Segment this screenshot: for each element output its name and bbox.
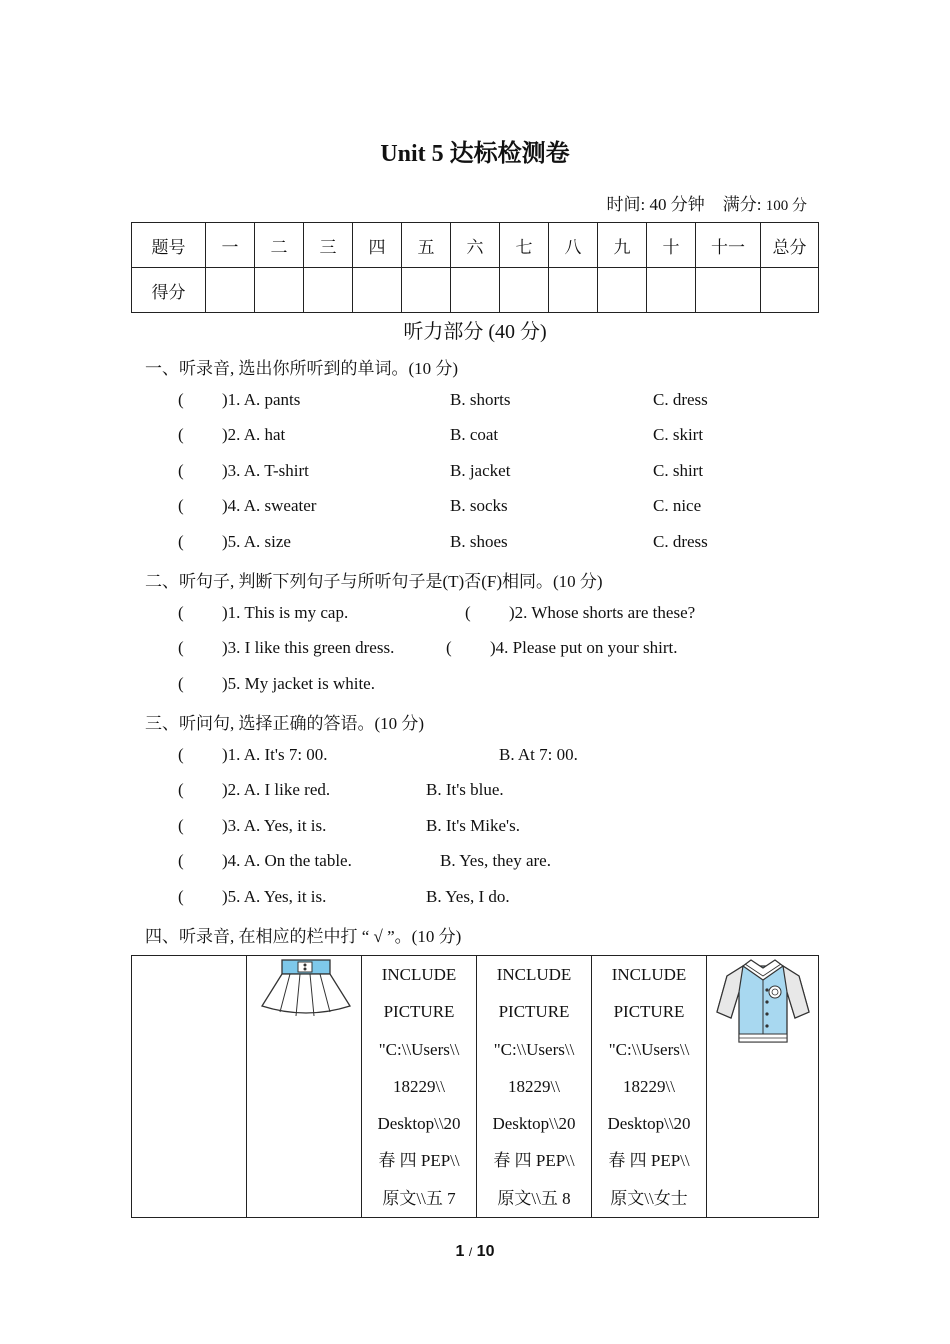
field-code-text: 春 四 PEP\\ <box>493 1151 575 1171</box>
answer-paren: ( <box>178 780 184 799</box>
jacket-picture-cell <box>707 956 819 1218</box>
include-picture-cell <box>477 956 592 1218</box>
score-entry-cell[interactable] <box>451 268 500 313</box>
score-entry-cell[interactable] <box>761 268 819 313</box>
score-entry-cell[interactable] <box>255 268 304 313</box>
statement-text: )3. I like this green dress. <box>222 638 395 657</box>
answer-paren: ( <box>178 887 184 906</box>
full-score-label: 满分: <box>722 195 766 214</box>
question-option-b: B. socks <box>450 496 508 515</box>
score-row-label: 得分 <box>132 268 206 313</box>
score-cell: 七 <box>500 223 549 268</box>
answer-paren: ( <box>178 496 184 515</box>
skirt-icon <box>254 958 354 1022</box>
exam-meta <box>607 190 807 215</box>
field-code-text: PICTURE <box>383 1002 455 1022</box>
question-option-b: B. shoes <box>450 532 508 551</box>
field-code-text: Desktop\\20 <box>377 1114 461 1134</box>
field-code-text: "C:\\Users\\ <box>378 1039 460 1059</box>
score-cell: 一 <box>206 223 255 268</box>
include-picture-cell <box>592 956 707 1218</box>
question-option-a: )2. A. hat <box>222 425 286 444</box>
question-option-a: )3. A. T-shirt <box>222 461 309 480</box>
score-entry-cell[interactable] <box>598 268 647 313</box>
page-separator: / <box>468 1245 473 1259</box>
question-option-c: C. shirt <box>653 461 704 480</box>
answer-paren: ( <box>178 674 184 693</box>
jacket-icon <box>713 956 813 1048</box>
field-code-text: INCLUDE <box>496 965 572 984</box>
part2-heading: 二、听句子, 判断下列句子与所听句子是(T)否(F)相同。(10 分) <box>145 572 603 591</box>
score-cell: 三 <box>304 223 353 268</box>
total-pages: 10 <box>476 1243 495 1260</box>
field-code-text: Desktop\\20 <box>492 1114 576 1134</box>
score-cell: 五 <box>402 223 451 268</box>
statement-text: )5. My jacket is white. <box>222 674 375 693</box>
picture-table <box>131 955 819 1218</box>
time-label: 时间: 40 分钟 <box>606 195 705 214</box>
score-entry-cell[interactable] <box>500 268 549 313</box>
question-option-a: )5. A. size <box>222 532 291 551</box>
field-code-text: "C:\\Users\\ <box>493 1039 575 1059</box>
field-code-text: INCLUDE <box>611 965 687 984</box>
answer-paren: ( <box>178 390 184 409</box>
picture-row <box>132 956 819 1218</box>
answer-paren: ( <box>178 851 184 870</box>
question-option-b: B. Yes, they are. <box>440 851 551 870</box>
score-table <box>131 222 819 313</box>
field-code-text: 原文\\女士 <box>610 1188 688 1208</box>
current-page: 1 <box>455 1243 465 1260</box>
field-code-text: 18229\\ <box>508 1076 560 1096</box>
score-entry-cell[interactable] <box>304 268 353 313</box>
score-cell: 题号 <box>132 223 206 268</box>
answer-paren: ( <box>178 532 184 551</box>
score-entry-cell[interactable] <box>647 268 696 313</box>
field-code-text: Desktop\\20 <box>607 1114 691 1134</box>
question-option-b: B. It's Mike's. <box>426 816 520 835</box>
score-header-row <box>132 223 819 268</box>
answer-paren: ( <box>446 638 452 657</box>
field-code-text: "C:\\Users\\ <box>608 1039 690 1059</box>
score-cell: 十 <box>647 223 696 268</box>
answer-paren: ( <box>178 745 184 764</box>
score-cell: 六 <box>451 223 500 268</box>
answer-paren: ( <box>178 461 184 480</box>
score-cell: 四 <box>353 223 402 268</box>
question-option-b: B. jacket <box>450 461 511 480</box>
statement-text: )2. Whose shorts are these? <box>509 603 696 622</box>
question-option-a: )5. A. Yes, it is. <box>222 887 327 906</box>
statement-text: )4. Please put on your shirt. <box>490 638 678 657</box>
field-code-text: 18229\\ <box>393 1076 445 1096</box>
question-option-c: C. dress <box>653 532 708 551</box>
question-option-c: C. nice <box>653 496 702 515</box>
score-entry-cell[interactable] <box>696 268 761 313</box>
skirt-picture-cell <box>247 956 362 1218</box>
page-number <box>0 1243 950 1261</box>
answer-paren: ( <box>178 638 184 657</box>
question-option-b: B. shorts <box>450 390 511 409</box>
score-cell: 八 <box>549 223 598 268</box>
answer-paren: ( <box>178 816 184 835</box>
field-code-text: INCLUDE <box>381 965 457 984</box>
score-cell: 九 <box>598 223 647 268</box>
question-option-a: )1. A. It's 7: 00. <box>222 745 328 764</box>
field-code-text: 春 四 PEP\\ <box>378 1151 460 1171</box>
field-code-text: PICTURE <box>613 1002 685 1022</box>
question-option-a: )3. A. Yes, it is. <box>222 816 327 835</box>
field-code-text: 春 四 PEP\\ <box>608 1151 690 1171</box>
question-option-b: B. Yes, I do. <box>426 887 510 906</box>
question-option-c: C. dress <box>653 390 708 409</box>
part1-heading: 一、听录音, 选出你所听到的单词。(10 分) <box>145 359 459 378</box>
listening-section-title: 听力部分 (40 分) <box>403 321 547 343</box>
field-code-text: 原文\\五 7 <box>382 1188 456 1208</box>
score-entry-cell[interactable] <box>206 268 255 313</box>
part3-heading: 三、听问句, 选择正确的答语。(10 分) <box>145 714 425 733</box>
score-cell: 总分 <box>761 223 819 268</box>
full-score-value: 100 分 <box>765 198 807 214</box>
score-entry-cell[interactable] <box>402 268 451 313</box>
question-option-c: C. skirt <box>653 425 704 444</box>
score-cell: 二 <box>255 223 304 268</box>
score-entry-cell[interactable] <box>353 268 402 313</box>
answer-paren: ( <box>178 425 184 444</box>
answer-paren: ( <box>178 603 184 622</box>
field-code-text: PICTURE <box>498 1002 570 1022</box>
field-code-text: 18229\\ <box>623 1076 675 1096</box>
score-entry-row <box>132 268 819 313</box>
question-option-a: )4. A. On the table. <box>222 851 352 870</box>
field-code-text: 原文\\五 8 <box>497 1188 571 1208</box>
question-option-b: B. It's blue. <box>426 780 504 799</box>
part4-heading: 四、听录音, 在相应的栏中打 “ √ ”。(10 分) <box>145 927 462 946</box>
question-option-b: B. At 7: 00. <box>499 745 578 764</box>
answer-paren: ( <box>465 603 471 622</box>
question-option-b: B. coat <box>450 425 499 444</box>
score-entry-cell[interactable] <box>549 268 598 313</box>
question-option-a: )1. A. pants <box>222 390 301 409</box>
statement-text: )1. This is my cap. <box>222 603 349 622</box>
include-picture-cell <box>362 956 477 1218</box>
page-title: Unit 5 达标检测卷 <box>380 141 570 167</box>
question-option-a: )2. A. I like red. <box>222 780 331 799</box>
question-option-a: )4. A. sweater <box>222 496 317 515</box>
row-label-cell <box>132 956 247 1218</box>
score-cell: 十一 <box>696 223 761 268</box>
